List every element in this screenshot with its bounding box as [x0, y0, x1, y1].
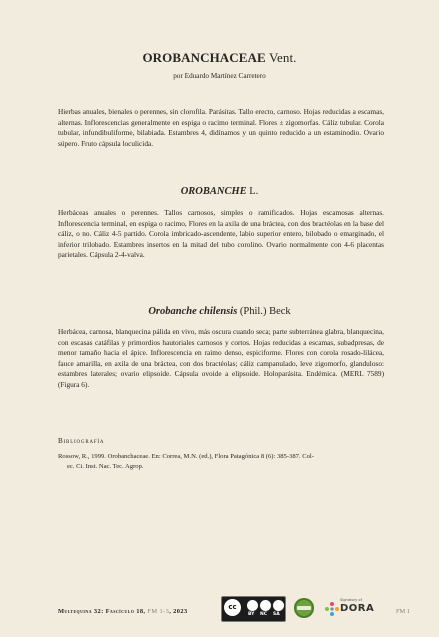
- journal-name: Multequina 32: Fascículo 18,: [58, 608, 146, 615]
- nc-icon: [259, 599, 272, 612]
- species-name: Orobanche chilensis: [148, 306, 238, 317]
- species-description: Herbácea, carnosa, blanquecina pálida en vivo, más oscura cuando seca; parte subterránea glabra, blanquecina, con escasas catáfilas y primordios hautoriales carnosos y cortos. Hojas reducidas a escamas, subadpresas, de menor tamaño hacia el ápice. Inflorescencia en raimo denso, espiciforme. Flores con corola rosado-lilácea, fauce amarilla, en axila de una bráctea, con dos bractéolas; cáliz campanulado, leve zigomorfo, glanduloso: estambres laterales; ovario elipsoide. Cápsula ovoide a elipsoide. Holoparásita. Endémica. (MERL 7589) (Figura 6).: [58, 327, 384, 389]
- cc-label-sa: SA: [273, 612, 280, 617]
- genus-name: OROBANCHE: [180, 186, 247, 197]
- bibliography-entry-line1: Rossow, R., 1999. Orobanchaceae. En: Correa, M.N. (ed.), Flora Patagónica 8 (6): 385-387. Col-: [58, 453, 314, 460]
- by-icon: [246, 599, 259, 612]
- bibliography-entry: [58, 452, 384, 472]
- journal-pages: FM 1-3: [147, 608, 170, 615]
- genus-description: Herbáceas anuales o perennes. Tallos carnosos, simples o ramificados. Hojas escamosas alternas. Inflorescencia terminal, en espiga o racimo, Flores en la axila de una bráctea, con dos bractéolas en la base del cáliz, o no. Cáliz 4-5 partido. Corola imbricado-ascendente, labio superior entero, bilobado o emarginado, el inferior trilobado. Estambres insertos en la mitad del tubo corolino. Ovario normalmente con 4-6 placentas parietales. Cápsula 2-4-valva.: [58, 208, 384, 260]
- green-seal-icon: [294, 598, 314, 618]
- family-description: Hierbas anuales, bienales o perennes, sin clorofila. Parásitas. Tallo erecto, carnoso. Hojas reducidas a escamas, alternas. Inflorescencias generalmente en espiga o racimo terminal. Flores ± zigomorfas. Cáliz tubular. Corola tubular, infundibuliforme, bilabiada. Estambres 4, didínamos y un quinto reducido a un estaminodio. Ovario súpero. Fruto cápsula loculicida.: [58, 107, 384, 148]
- sa-icon: [272, 599, 285, 612]
- genus-author: L.: [249, 186, 259, 197]
- dora-signatory-label: Signatory of: [340, 598, 362, 602]
- journal-citation: [58, 608, 188, 615]
- dora-logo-icon: [324, 601, 340, 617]
- page-number: FM 1: [396, 608, 411, 615]
- page-footer: [58, 596, 415, 624]
- species-author: (Phil.) Beck: [239, 306, 291, 317]
- cc-label-by: BY: [248, 612, 255, 617]
- bibliography-heading: Bibliografía: [58, 437, 105, 445]
- bibliography-entry-line2: ec. Ci. Inst. Nac. Tec. Agrop.: [67, 462, 144, 470]
- family-name: OROBANCHACEAE: [142, 50, 266, 65]
- journal-year: , 2023: [169, 608, 188, 615]
- cc-icon: cc: [224, 599, 241, 616]
- cc-license-badge[interactable]: [221, 596, 286, 622]
- genus-title: [0, 186, 439, 197]
- family-author: Vent.: [268, 50, 297, 65]
- family-title: [0, 50, 439, 66]
- species-title: [0, 306, 439, 317]
- dora-label: DORA: [340, 603, 375, 614]
- author-line: por Eduardo Martínez Carretero: [173, 72, 266, 80]
- cc-label-nc: NC: [260, 612, 268, 617]
